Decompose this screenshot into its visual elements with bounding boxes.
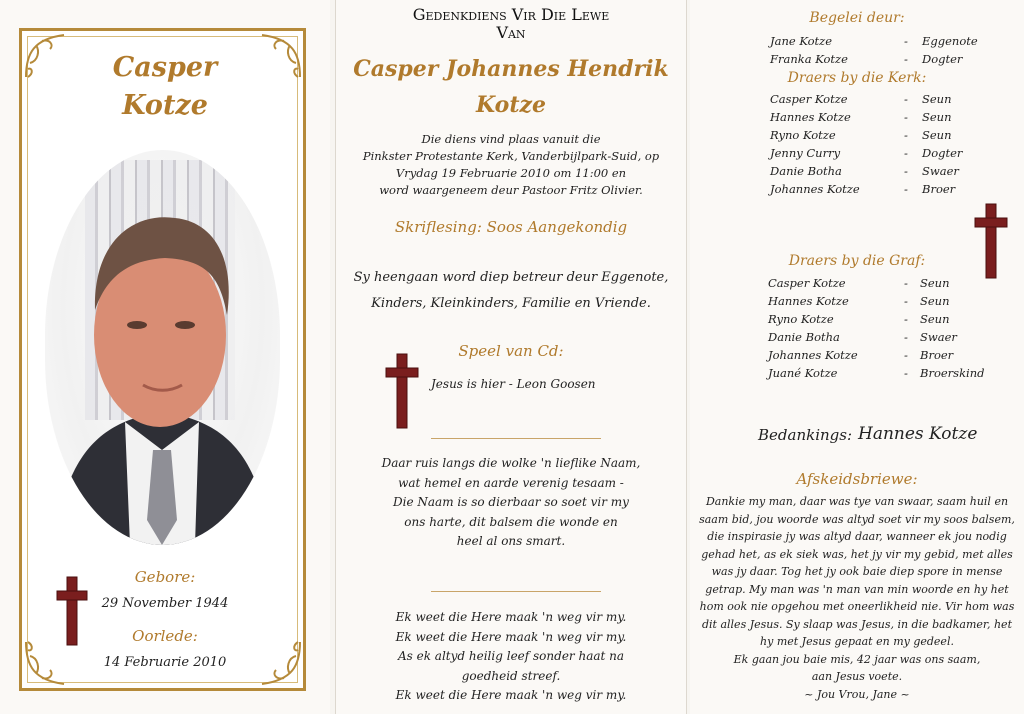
service-panel — [335, 0, 687, 714]
list-item: Casper Kotze — [770, 92, 848, 106]
escort-heading: Begelei deur: — [809, 10, 905, 26]
poem-two: Ek weet die Here maak 'n weg vir my. Ek weet die Here maak 'n weg vir my. As ek altyd heilig leef sonder haat na goedheid streef. Ek weet die Here maak 'n weg vir my. — [395, 610, 627, 702]
list-item: Hannes Kotze — [770, 110, 851, 124]
farewell-heading: Afskeidsbriewe: — [796, 470, 918, 488]
list-item: Ryno Kotze — [768, 312, 834, 326]
memorial-title-line1: Gedenkdiens Vir Die Lewe — [412, 5, 610, 24]
cd-song: Jesus is hier - Leon Goosen — [431, 377, 596, 391]
divider — [431, 438, 601, 439]
list-item: Juané Kotze — [768, 366, 838, 380]
poem-one: Daar ruis langs die wolke 'n lieflike Naam, wat hemel en aarde verenig tesaam - Die Naam is so dierbaar so soet vir my ons harte, dit balsem die wonde en heel al ons smart. — [381, 456, 641, 548]
list-item: Jenny Curry — [770, 146, 841, 160]
divider — [431, 591, 601, 592]
scripture-heading: Skriflesing: Soos Aangekondig — [394, 218, 628, 236]
list-item: Danie Botha — [768, 330, 840, 344]
born-label: Gebore: — [134, 568, 196, 586]
full-name-line1: Casper Johannes Hendrik — [353, 56, 669, 82]
portrait-photo — [45, 150, 280, 545]
list-item: Casper Kotze — [768, 276, 846, 290]
thanks-label: Bedankings: — [758, 426, 853, 444]
list-item: Hannes Kotze — [768, 294, 849, 308]
front-cover-panel — [0, 0, 330, 714]
bearers-panel: Begelei deur: Jane Kotze - Eggenote Franka Kotze - Dogter Draers by die Kerk: Casper Kotze - Seun Hannes Kotze - Seun Ryno Kotze - Seun Jenny Curry - Dogter Danie Botha - Swaer Johannes Kotze - Broer Draers by die Graf: Casper Kotze - Seun Hannes Kotze - Seun Ryno Kotze - Seun Danie Botha - Swaer Johannes Kotze - Broer Juané Kotze - Broerskind Bedankings: Hannes Kotze Afskeidsbriewe: Dankie my man, daar was tye van swaar, saam huil en saam bid, jou woorde was altyd soet vir my soos balsem, die inspirasie jy was altyd daar, wanneer ek jou nodig gehad het, as ek siek was, het jy vir my gebid, met alles was jy daar. Tog het jy ook baie diep spore in mense getrap. My man was 'n man van min woorde en hy het hom ook nie opgehou met oneerlikheid nie. Vir hom was dit alles Jesus. Sy slaap was Jesus, in die badkamer, het hy met Jesus gepaat en my gedeel. Ek gaan jou baie mis, 42 jaar was ons saam, aan Jesus voete. ~ Jou Vrou, Jane ~ — [690, 0, 1024, 714]
service-details: Die diens vind plaas vanuit die Pinkster Protestante Kerk, Vanderbijlpark-Suid, op Vrydag 19 Februarie 2010 om 11:00 en word waargeneem deur Pastoor Fritz Olivier. — [362, 132, 660, 197]
grave-bearers-heading: Draers by die Graf: — [788, 253, 926, 269]
list-item: Danie Botha — [770, 164, 842, 178]
list-item: Ryno Kotze — [770, 128, 836, 142]
cd-heading: Speel van Cd: — [458, 342, 564, 360]
list-item: Johannes Kotze — [768, 348, 858, 362]
list-item: Johannes Kotze — [770, 182, 860, 196]
church-bearers-heading: Draers by die Kerk: — [787, 70, 927, 86]
died-date: 14 Februarie 2010 — [103, 655, 227, 670]
thanks-name: Hannes Kotze — [858, 424, 978, 444]
list-item: Jane Kotze — [770, 34, 833, 48]
full-name-line2: Kotze — [476, 92, 546, 118]
cross-icon — [384, 352, 420, 430]
list-item: Franka Kotze — [770, 52, 848, 66]
memorial-title-line2: Van — [496, 23, 526, 42]
cover-last-name: Kotze — [122, 90, 208, 121]
mourned-text: Sy heengaan word diep betreur deur Eggenote, Kinders, Kleinkinders, Familie en Vriende. — [353, 270, 669, 311]
died-label: Oorlede: — [132, 627, 198, 645]
born-date: 29 November 1944 — [101, 596, 229, 611]
farewell-letter: Dankie my man, daar was tye van swaar, saam huil en saam bid, jou woorde was altyd soet vir my soos balsem, die inspirasie jy was altyd daar, wanneer ek jou nodig gehad het, as ek siek was, het jy vir my gebid, met alles was jy daar. Tog het jy ook baie diep spore in mense getrap. My man was 'n man van min woorde en hy het hom ook nie opgehou met oneerlikheid nie. Vir hom was dit alles Jesus. Sy slaap was Jesus, in die badkamer, het hy met Jesus gepaat en my gedeel. Ek gaan jou baie mis, 42 jaar was ons saam, aan Jesus voete. ~ Jou Vrou, Jane ~ — [699, 495, 1015, 701]
cover-first-name: Casper — [112, 52, 218, 83]
